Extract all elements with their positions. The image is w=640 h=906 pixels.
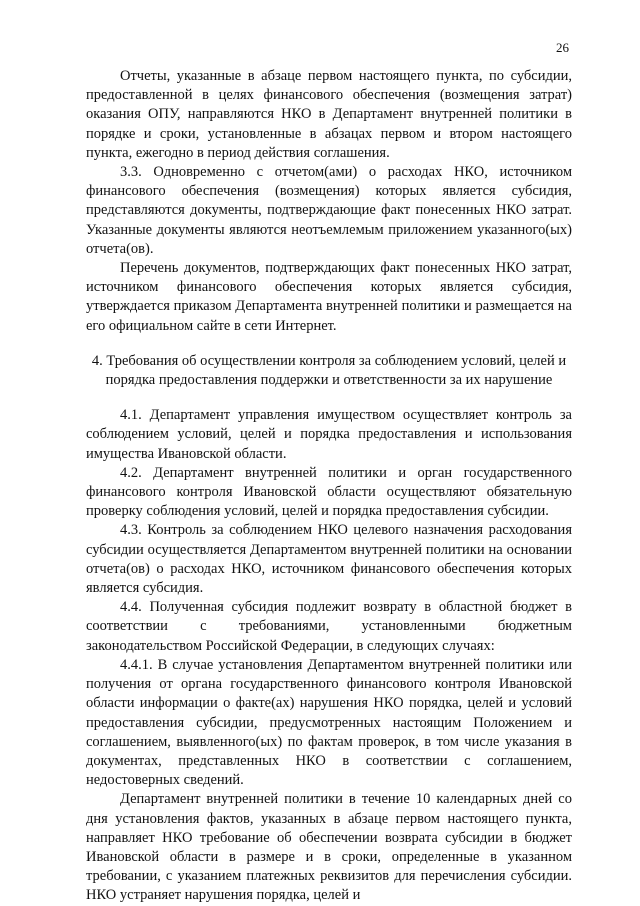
paragraph-refund-demand: Департамент внутренней политики в течение 10 календарных дней со дня установления фактов, указанных в абзаце первом настоящего пункта, направляет НКО требование об обеспечении возврата субсидии в бюджет Ивановской области в размере и в сроки, определенные в указанном требовании, с указанием платежных реквизитов для перечисления субсидии. НКО устраняет нарушения порядка, целей и	[86, 791, 572, 904]
page-number: 26	[556, 40, 569, 55]
paragraph-3-3: 3.3. Одновременно с отчетом(ами) о расходах НКО, источником финансового обеспечения (возмещения) которых является субсидия, представляются документы, подтверждающие факт понесенных НКО затрат. Указанные документы являются неотъемлемым приложением указанного(ых) отчета(ов).	[86, 164, 572, 257]
paragraph-reports: Отчеты, указанные в абзаце первом настоящего пункта, по субсидии, предоставленной в целях финансового обеспечения (возмещения затрат) оказания ОПУ, направляются НКО в Департамент внутренней политики в порядке и сроки, установленные в абзацах первом и втором настоящего пункта, ежегодно в период действия соглашения.	[86, 68, 572, 161]
paragraph-4-3: 4.3. Контроль за соблюдением НКО целевого назначения расходования субсидии осуществляется Департаментом внутренней политики на основании отчета(ов) о расходах НКО, источником финансового обеспечения которых является субсидия.	[86, 522, 572, 597]
paragraph-4-1: 4.1. Департамент управления имуществом осуществляет контроль за соблюдением условий, целей и порядка предоставления и использования имущества Ивановской области.	[86, 407, 572, 462]
document-body	[86, 67, 572, 906]
section-4-heading: 4. Требования об осуществлении контроля за соблюдением условий, целей и порядка предоставления поддержки и ответственности за их нарушение	[91, 352, 567, 389]
paragraph-4-4-1: 4.4.1. В случае установления Департаментом внутренней политики или получения от органа государственного финансового контроля Ивановской области информации о факте(ах) нарушения НКО порядка, целей и условий предоставления субсидии, предусмотренных настоящим Положением и соглашением, выявленного(ых) по фактам проверок, в том числе указания в документах, представленных НКО в соответствии с соглашением, недостоверных сведений.	[86, 656, 572, 789]
paragraph-4-2: 4.2. Департамент внутренней политики и орган государственного финансового контроля Ивановской области осуществляют обязательную проверку соблюдения условий, целей и порядка предоставления субсидии.	[86, 464, 572, 520]
paragraph-4-4: 4.4. Полученная субсидия подлежит возврату в областной бюджет в соответствии с требованиями, установленными бюджетным законодательством Российской Федерации, в следующих случаях:	[86, 599, 572, 654]
paragraph-documents-list: Перечень документов, подтверждающих факт понесенных НКО затрат, источником финансового обеспечения которых является субсидия, утверждается приказом Департамента внутренней политики и размещается на его официальном сайте в сети Интернет.	[86, 260, 572, 334]
